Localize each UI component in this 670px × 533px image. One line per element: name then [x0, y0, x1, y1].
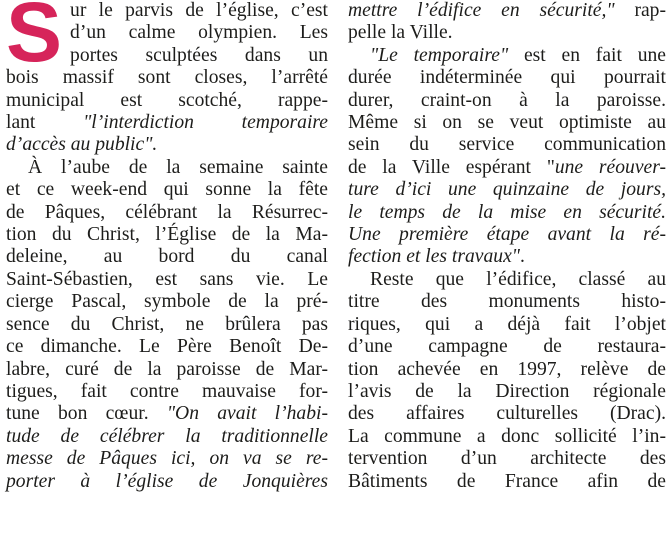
text-line: d’une campagne de restaura- — [348, 336, 666, 358]
text-line: durée indéterminée qui pourrait — [348, 67, 666, 89]
text-line — [348, 246, 666, 268]
text-line: À l’aube de la semaine sainte — [28, 156, 328, 178]
text-line: sence du Christ, ne brûlera pas — [6, 313, 328, 335]
text-line: tervention d’un architecte des — [348, 448, 666, 470]
text-line: Reste que l’édifice, classé au — [370, 268, 666, 290]
text-line: de Pâques, célébrant la Résurrec- — [6, 201, 328, 223]
text-line: labre, curé de la paroisse de Mar- — [6, 358, 328, 380]
text-line — [6, 112, 328, 134]
text-line: tion achevée en 1997, relève de — [348, 358, 666, 380]
text-line: municipal est scotché, rappe- — [6, 89, 328, 111]
text-line: riques, qui a déjà fait l’objet — [348, 313, 666, 335]
text-line: La commune a donc sollicité l’in- — [348, 425, 666, 447]
text-line: Saint-Sébastien, est sans vie. Le — [6, 268, 328, 290]
text-line: tude de célébrer la traditionnelle — [6, 425, 328, 447]
text-line: l’avis de la Direction régionale — [348, 380, 666, 402]
text-line — [348, 45, 666, 67]
text-line: deleine, au bord du canal — [6, 246, 328, 268]
text-line — [6, 403, 328, 425]
text-line: pelle la Ville. — [348, 22, 453, 44]
drop-cap: S — [6, 0, 63, 79]
text-line — [348, 0, 666, 22]
text-line: porter à l’église de Jonquières — [6, 470, 328, 492]
text-line: Bâtiments de France afin de — [348, 470, 666, 492]
text-segment: de la Ville espérant " — [348, 156, 555, 178]
text-line: tion du Christ, l’Église de la Ma- — [6, 224, 328, 246]
text-segment: . — [520, 246, 525, 268]
text-line: bois massif sont closes, l’arrêté — [6, 67, 328, 89]
text-line: sein du service communication — [348, 134, 666, 156]
article-column-left — [6, 0, 328, 533]
text-line — [348, 157, 666, 179]
text-line: ur le parvis de l’église, c’est — [70, 0, 328, 21]
text-line: d’un calme olympien. Les — [70, 22, 328, 44]
text-segment: rap- — [614, 0, 666, 21]
text-line: titre des monuments histo- — [348, 291, 666, 313]
text-line: messe de Pâques ici, on va se re- — [6, 448, 328, 470]
text-line: ture d’ici une quinzaine de jours, — [348, 179, 666, 201]
text-line: portes sculptées dans un — [70, 44, 328, 66]
quote-segment: une réouver- — [554, 156, 666, 178]
text-line: des affaires culturelles (Drac). — [348, 403, 666, 425]
text-segment: lant — [6, 112, 84, 134]
text-line: d’accès au public". — [6, 134, 158, 156]
text-line: et ce week-end qui sonne la fête — [6, 179, 328, 201]
text-line: Même si on se veut optimiste au — [348, 112, 666, 134]
quote-segment: "On avait l’habi- — [166, 403, 328, 425]
quote-segment: mettre l’édifice en sécurité," — [348, 0, 615, 21]
text-line: durer, craint-on à la paroisse. — [348, 89, 666, 111]
text-line: tigues, fait contre mauvaise for- — [6, 380, 328, 402]
text-line: Une première étape avant la ré- — [348, 224, 666, 246]
quote-segment: "l’interdiction temporaire — [83, 112, 329, 134]
text-segment: tune bon cœur. — [6, 403, 167, 425]
quote-segment: "Le temporaire" — [370, 44, 509, 66]
quote-segment: fection et les travaux" — [348, 246, 521, 268]
text-line: ce dimanche. Le Père Benoît De- — [6, 336, 328, 358]
text-line: le temps de la mise en sécurité. — [348, 201, 666, 223]
article-column-right — [348, 0, 666, 533]
text-segment: est en fait une — [508, 44, 666, 66]
text-line: cierge Pascal, symbole de la pré- — [6, 291, 328, 313]
